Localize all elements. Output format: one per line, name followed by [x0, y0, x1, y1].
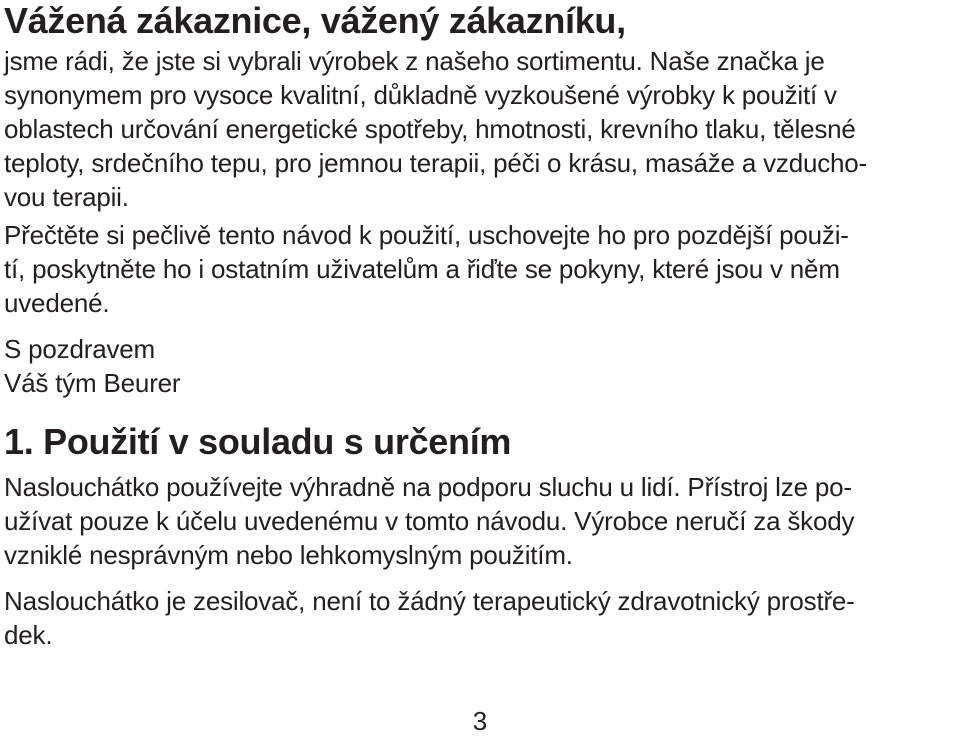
usage-line: Naslouchátko používejte výhradně na podporu sluchu u lidí. Přístroj lze po-	[4, 472, 852, 502]
note-paragraph	[4, 584, 855, 652]
instructions-line: Přečtěte si pečlivě tento návod k použití, uschovejte ho pro pozdější použi-	[4, 220, 849, 250]
page-number: 3	[472, 706, 488, 736]
usage-paragraph	[4, 470, 854, 572]
greeting-heading: Vážená zákaznice, vážený zákazníku,	[4, 0, 626, 41]
closing-signature: Váš tým Beurer	[4, 368, 181, 398]
note-line: dek.	[4, 620, 53, 650]
intro-line: vou terapii.	[4, 182, 129, 212]
closing-block	[4, 332, 180, 400]
intro-line: oblastech určování energetické spotřeby, hmotnosti, krevního tlaku, tělesné	[4, 114, 856, 144]
closing-salutation: S pozdravem	[4, 334, 155, 364]
intro-paragraph	[4, 44, 867, 214]
section-heading: 1. Použití v souladu s určením	[4, 421, 512, 462]
instructions-paragraph	[4, 218, 849, 320]
instructions-line: uvedené.	[4, 288, 110, 318]
intro-line: synonymem pro vysoce kvalitní, důkladně vyzkoušené výrobky k použití v	[4, 80, 837, 110]
note-line: Naslouchátko je zesilovač, není to žádný terapeutický zdravotnický prostře-	[4, 586, 855, 616]
usage-line: užívat pouze k účelu uvedenému v tomto návodu. Výrobce neručí za škody	[4, 506, 855, 536]
usage-line: vzniklé nesprávným nebo lehkomyslným použitím.	[4, 540, 573, 570]
intro-line: jsme rádi, že jste si vybrali výrobek z našeho sortimentu. Naše značka je	[4, 46, 825, 76]
intro-line: teploty, srdečního tepu, pro jemnou terapii, péči o krásu, masáže a vzducho-	[4, 148, 868, 178]
instructions-line: tí, poskytněte ho i ostatním uživatelům a řiďte se pokyny, které jsou v něm	[4, 254, 840, 284]
